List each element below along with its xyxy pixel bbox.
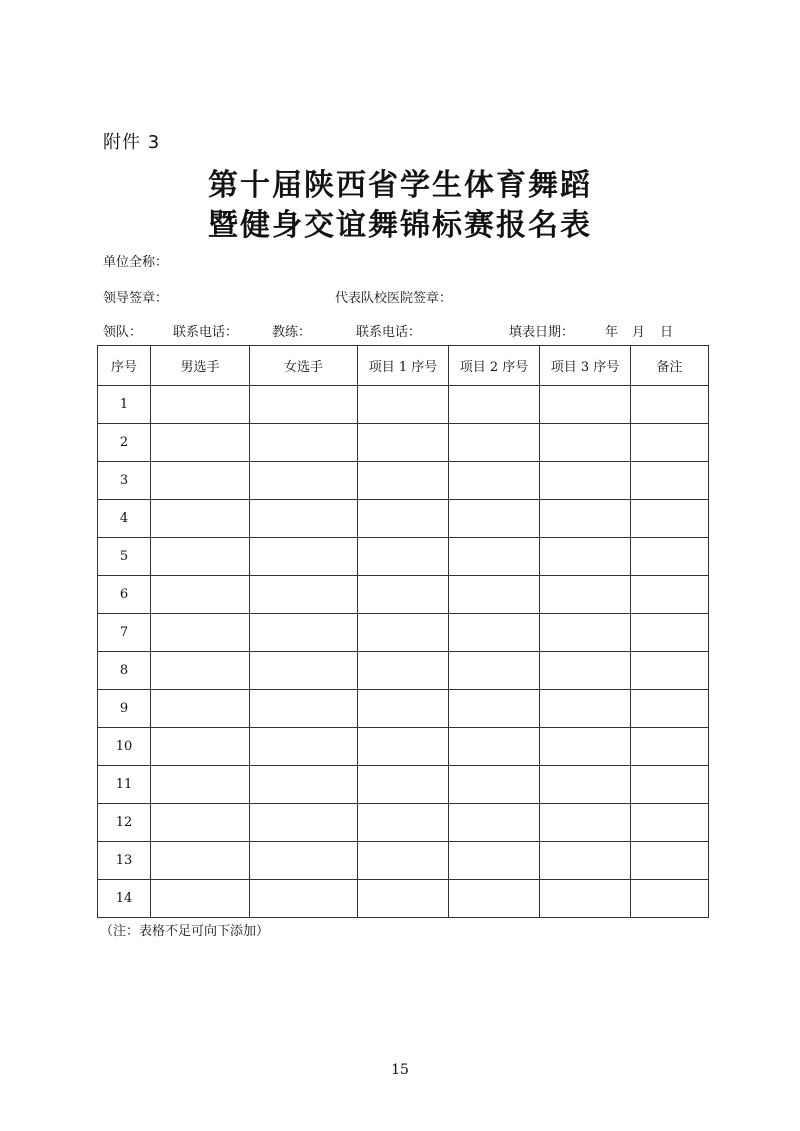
event-2-cell[interactable] bbox=[449, 804, 540, 842]
row-index: 2 bbox=[98, 424, 151, 462]
event-1-cell[interactable] bbox=[358, 766, 449, 804]
female-dancer-cell[interactable] bbox=[250, 804, 358, 842]
table-row bbox=[98, 386, 709, 424]
event-1-cell[interactable] bbox=[358, 690, 449, 728]
team-leader-label: 领队： bbox=[103, 325, 143, 340]
male-dancer-cell[interactable] bbox=[151, 538, 250, 576]
table-row bbox=[98, 804, 709, 842]
event-3-cell[interactable] bbox=[540, 538, 631, 576]
coach-label: 教练： bbox=[272, 325, 312, 340]
contact-phone-label-1: 联系电话： bbox=[173, 325, 239, 340]
remarks-cell[interactable] bbox=[631, 500, 709, 538]
female-dancer-cell[interactable] bbox=[250, 614, 358, 652]
female-dancer-cell[interactable] bbox=[250, 652, 358, 690]
table-header-row bbox=[98, 346, 709, 386]
event-3-cell[interactable] bbox=[540, 386, 631, 424]
table-row bbox=[98, 766, 709, 804]
remarks-cell[interactable] bbox=[631, 728, 709, 766]
registration-table bbox=[97, 345, 709, 918]
female-dancer-cell[interactable] bbox=[250, 576, 358, 614]
attachment-label: 附件 3 bbox=[103, 132, 161, 153]
table-note: （注：表格不足可向下添加） bbox=[100, 924, 270, 939]
event-3-cell[interactable] bbox=[540, 652, 631, 690]
female-dancer-cell[interactable] bbox=[250, 500, 358, 538]
remarks-cell[interactable] bbox=[631, 614, 709, 652]
event-2-cell[interactable] bbox=[449, 766, 540, 804]
header-index: 序号 bbox=[98, 346, 151, 386]
remarks-cell[interactable] bbox=[631, 880, 709, 918]
event-2-cell[interactable] bbox=[449, 690, 540, 728]
event-1-cell[interactable] bbox=[358, 728, 449, 766]
female-dancer-cell[interactable] bbox=[250, 728, 358, 766]
unit-full-name-label: 单位全称： bbox=[103, 255, 169, 270]
male-dancer-cell[interactable] bbox=[151, 500, 250, 538]
female-dancer-cell[interactable] bbox=[250, 880, 358, 918]
male-dancer-cell[interactable] bbox=[151, 842, 250, 880]
page-number: 15 bbox=[391, 1062, 409, 1078]
header-event-1-number: 项目 1 序号 bbox=[358, 346, 449, 386]
event-2-cell[interactable] bbox=[449, 424, 540, 462]
header-male-dancer: 男选手 bbox=[151, 346, 250, 386]
remarks-cell[interactable] bbox=[631, 538, 709, 576]
leader-signature-label: 领导签章： bbox=[103, 291, 169, 306]
event-1-cell[interactable] bbox=[358, 500, 449, 538]
event-2-cell[interactable] bbox=[449, 576, 540, 614]
row-index: 1 bbox=[98, 386, 151, 424]
event-3-cell[interactable] bbox=[540, 804, 631, 842]
male-dancer-cell[interactable] bbox=[151, 652, 250, 690]
female-dancer-cell[interactable] bbox=[250, 766, 358, 804]
header-female-dancer: 女选手 bbox=[250, 346, 358, 386]
row-index: 7 bbox=[98, 614, 151, 652]
male-dancer-cell[interactable] bbox=[151, 386, 250, 424]
title-line-1: 第十届陕西省学生体育舞蹈 bbox=[208, 168, 592, 203]
event-1-cell[interactable] bbox=[358, 880, 449, 918]
table-row bbox=[98, 500, 709, 538]
remarks-cell[interactable] bbox=[631, 804, 709, 842]
row-index: 5 bbox=[98, 538, 151, 576]
female-dancer-cell[interactable] bbox=[250, 842, 358, 880]
row-index: 14 bbox=[98, 880, 151, 918]
row-index: 12 bbox=[98, 804, 151, 842]
event-3-cell[interactable] bbox=[540, 462, 631, 500]
event-2-cell[interactable] bbox=[449, 386, 540, 424]
event-1-cell[interactable] bbox=[358, 842, 449, 880]
remarks-cell[interactable] bbox=[631, 766, 709, 804]
header-event-2-number: 项目 2 序号 bbox=[449, 346, 540, 386]
table-row bbox=[98, 880, 709, 918]
event-3-cell[interactable] bbox=[540, 880, 631, 918]
event-2-cell[interactable] bbox=[449, 880, 540, 918]
event-2-cell[interactable] bbox=[449, 728, 540, 766]
row-index: 4 bbox=[98, 500, 151, 538]
event-3-cell[interactable] bbox=[540, 690, 631, 728]
event-1-cell[interactable] bbox=[358, 538, 449, 576]
table-row bbox=[98, 842, 709, 880]
event-3-cell[interactable] bbox=[540, 424, 631, 462]
female-dancer-cell[interactable] bbox=[250, 462, 358, 500]
male-dancer-cell[interactable] bbox=[151, 576, 250, 614]
event-2-cell[interactable] bbox=[449, 652, 540, 690]
day-label: 日 bbox=[660, 325, 674, 340]
event-1-cell[interactable] bbox=[358, 386, 449, 424]
event-3-cell[interactable] bbox=[540, 766, 631, 804]
event-1-cell[interactable] bbox=[358, 424, 449, 462]
remarks-cell[interactable] bbox=[631, 386, 709, 424]
row-index: 11 bbox=[98, 766, 151, 804]
remarks-cell[interactable] bbox=[631, 424, 709, 462]
male-dancer-cell[interactable] bbox=[151, 766, 250, 804]
event-1-cell[interactable] bbox=[358, 804, 449, 842]
female-dancer-cell[interactable] bbox=[250, 690, 358, 728]
contact-phone-label-2: 联系电话： bbox=[356, 325, 422, 340]
event-1-cell[interactable] bbox=[358, 652, 449, 690]
male-dancer-cell[interactable] bbox=[151, 690, 250, 728]
male-dancer-cell[interactable] bbox=[151, 804, 250, 842]
remarks-cell[interactable] bbox=[631, 842, 709, 880]
row-index: 8 bbox=[98, 652, 151, 690]
male-dancer-cell[interactable] bbox=[151, 614, 250, 652]
female-dancer-cell[interactable] bbox=[250, 424, 358, 462]
event-3-cell[interactable] bbox=[540, 728, 631, 766]
male-dancer-cell[interactable] bbox=[151, 880, 250, 918]
male-dancer-cell[interactable] bbox=[151, 462, 250, 500]
event-3-cell[interactable] bbox=[540, 614, 631, 652]
header-event-3-number: 项目 3 序号 bbox=[540, 346, 631, 386]
event-1-cell[interactable] bbox=[358, 576, 449, 614]
event-2-cell[interactable] bbox=[449, 462, 540, 500]
event-3-cell[interactable] bbox=[540, 842, 631, 880]
remarks-cell[interactable] bbox=[631, 462, 709, 500]
event-2-cell[interactable] bbox=[449, 500, 540, 538]
event-3-cell[interactable] bbox=[540, 576, 631, 614]
table-row bbox=[98, 652, 709, 690]
table-row bbox=[98, 690, 709, 728]
event-1-cell[interactable] bbox=[358, 614, 449, 652]
male-dancer-cell[interactable] bbox=[151, 424, 250, 462]
year-label: 年 bbox=[605, 325, 619, 340]
remarks-cell[interactable] bbox=[631, 576, 709, 614]
table-row bbox=[98, 424, 709, 462]
row-index: 6 bbox=[98, 576, 151, 614]
female-dancer-cell[interactable] bbox=[250, 386, 358, 424]
table-row bbox=[98, 462, 709, 500]
header-remarks: 备注 bbox=[631, 346, 709, 386]
remarks-cell[interactable] bbox=[631, 690, 709, 728]
row-index: 9 bbox=[98, 690, 151, 728]
fill-date-label: 填表日期： bbox=[509, 325, 575, 340]
table-row bbox=[98, 538, 709, 576]
event-3-cell[interactable] bbox=[540, 500, 631, 538]
remarks-cell[interactable] bbox=[631, 652, 709, 690]
table-row bbox=[98, 614, 709, 652]
event-2-cell[interactable] bbox=[449, 538, 540, 576]
school-hospital-signature-label: 代表队校医院签章： bbox=[335, 291, 453, 306]
month-label: 月 bbox=[632, 325, 646, 340]
row-index: 13 bbox=[98, 842, 151, 880]
row-index: 3 bbox=[98, 462, 151, 500]
row-index: 10 bbox=[98, 728, 151, 766]
female-dancer-cell[interactable] bbox=[250, 538, 358, 576]
event-2-cell[interactable] bbox=[449, 842, 540, 880]
table-row bbox=[98, 576, 709, 614]
male-dancer-cell[interactable] bbox=[151, 728, 250, 766]
event-2-cell[interactable] bbox=[449, 614, 540, 652]
title-line-2: 暨健身交谊舞锦标赛报名表 bbox=[208, 208, 592, 243]
event-1-cell[interactable] bbox=[358, 462, 449, 500]
table-row bbox=[98, 728, 709, 766]
